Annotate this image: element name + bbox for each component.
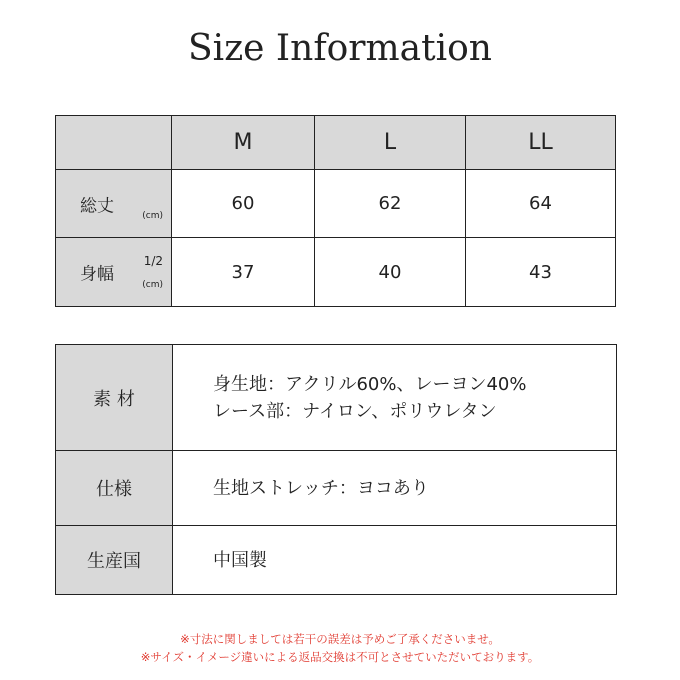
value-cell: 40 [315, 238, 466, 307]
table-row [56, 526, 617, 595]
row-label-body-width: 身幅 [80, 264, 114, 285]
material-label: 素 材 [56, 345, 173, 451]
value-cell: 62 [315, 170, 466, 238]
corner-cell [56, 116, 172, 170]
table-row [56, 345, 617, 451]
material-line: レース部：ナイロン、ポリウレタン [213, 400, 497, 422]
origin-content [173, 526, 617, 595]
table-row [56, 238, 616, 307]
value-cell: 60 [172, 170, 315, 238]
origin-line: 中国製 [213, 549, 267, 571]
row-label-cell [56, 238, 172, 307]
spec-line: 生地ストレッチ：ヨコあり [213, 477, 429, 499]
note-line: ※寸法に関しましては若干の誤差は予めご了承くださいませ。 [180, 632, 500, 646]
spec-content [173, 451, 617, 526]
table-row [56, 170, 616, 238]
size-column-l: L [315, 116, 466, 170]
value-cell: 43 [466, 238, 616, 307]
page-title: Size Information [188, 28, 492, 69]
table-row [56, 451, 617, 526]
unit-label: (cm) [142, 280, 163, 290]
size-column-m: M [172, 116, 315, 170]
size-header-row [56, 116, 616, 170]
ratio-label: 1/2 [143, 254, 163, 268]
row-label-cell [56, 170, 172, 238]
spec-label: 仕様 [56, 451, 173, 526]
value-cell: 37 [172, 238, 315, 307]
size-table [55, 115, 616, 307]
note-line: ※サイズ・イメージ違いによる返品交換は不可とさせていただいております。 [140, 650, 540, 664]
origin-label: 生産国 [56, 526, 173, 595]
unit-label: (cm) [142, 211, 163, 221]
material-line: 身生地：アクリル60%、レーヨン40% [213, 373, 527, 395]
size-column-ll: LL [466, 116, 616, 170]
material-content [173, 345, 617, 451]
spec-table [55, 344, 617, 595]
notes [0, 630, 680, 666]
value-cell: 64 [466, 170, 616, 238]
row-label-total-length: 総丈 [80, 196, 114, 216]
